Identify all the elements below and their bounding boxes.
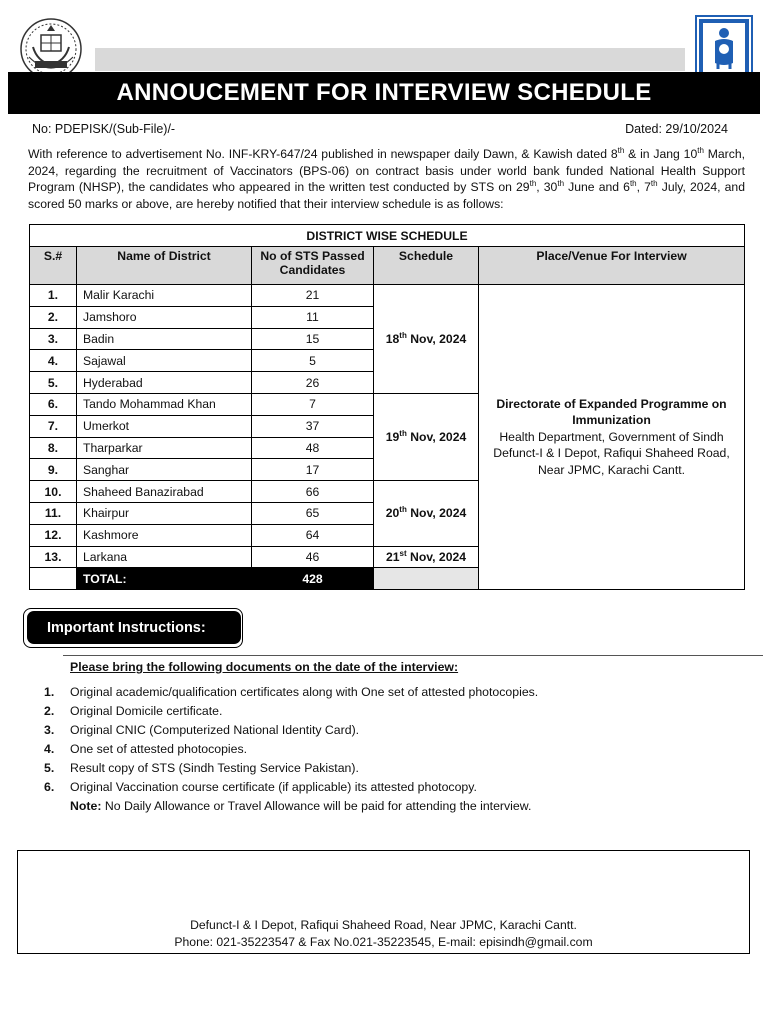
- note: Note: No Daily Allowance or Travel Allowance will be paid for attending the interview.: [70, 799, 532, 813]
- header-sn: S.#: [30, 247, 77, 285]
- list-item: 3. Original CNIC (Computerized National Identity Card).: [44, 723, 360, 737]
- epi-logo-icon: [695, 15, 753, 80]
- table-title: DISTRICT WISE SCHEDULE: [30, 225, 745, 247]
- table-row: 5. Hyderabad 26: [30, 372, 745, 394]
- header-venue: Place/Venue For Interview: [479, 247, 745, 285]
- table-row: 13. Larkana 46 21st Nov, 2024: [30, 546, 745, 568]
- table-row: 3. Badin 15: [30, 328, 745, 350]
- list-item: 1. Original academic/qualification certificates along with One set of attested photocopies.: [44, 685, 539, 699]
- district-schedule-table: [29, 224, 745, 590]
- header-district: Name of District: [77, 247, 252, 285]
- header-grey-band: [95, 48, 685, 71]
- list-item: 6. Original Vaccination course certificate (if applicable) its attested photocopy.: [44, 780, 477, 794]
- header-schedule: Schedule: [374, 247, 479, 285]
- footer-contact: Phone: 021-35223547 & Fax No.021-35223545, E-mail: episindh@gmail.com: [174, 935, 593, 949]
- list-item: 2. Original Domicile certificate.: [44, 704, 223, 718]
- table-row: 11. Khairpur 65: [30, 502, 745, 524]
- table-row: 12. Kashmore 64: [30, 524, 745, 546]
- footer-address: Defunct-I & I Depot, Rafiqui Shaheed Road, Near JPMC, Karachi Cantt.: [190, 918, 577, 932]
- list-item: 5. Result copy of STS (Sindh Testing Service Pakistan).: [44, 761, 359, 775]
- total-label: TOTAL:: [77, 568, 252, 590]
- divider: [63, 655, 763, 656]
- schedule-cell: 21st Nov, 2024: [374, 546, 479, 568]
- venue-title: Directorate of Expanded Programme on Immunization: [496, 396, 727, 428]
- footer-box: [17, 850, 750, 954]
- total-value: 428: [252, 568, 374, 590]
- list-item: 4. One set of attested photocopies.: [44, 742, 248, 756]
- table-row: 4. Sajawal 5: [30, 350, 745, 372]
- venue-cell: Directorate of Expanded Programme on Immunization Health Department, Government of Sindh Defunct-I & I Depot, Rafiqui Shaheed Road, Near JPMC, Karachi Cantt.: [479, 285, 745, 590]
- schedule-cell: 18th Nov, 2024: [374, 285, 479, 394]
- date-label: Dated: 29/10/2024: [625, 122, 728, 136]
- table-row: 8. Tharparkar 48: [30, 437, 745, 459]
- table-row: 9. Sanghar 17: [30, 459, 745, 481]
- instructions-badge: Important Instructions:: [27, 611, 241, 644]
- schedule-cell: 20th Nov, 2024: [374, 481, 479, 546]
- intro-paragraph: With reference to advertisement No. INF-KRY-647/24 published in newspaper daily Dawn, & Kawish dated 8th & in Jang 10th March, 2024, regarding the recruitment of Vaccinators (BPS-06) on contract basis under world bank funded National Health Support Program (NHSP), the candidates who appeared in the written test conducted by STS on 29th, 30th June and 6th, 7th July, 2024, and scored 50 marks or above, are hereby notified that their interview schedule is as follows:: [28, 145, 745, 212]
- page-title: ANNOUCEMENT FOR INTERVIEW SCHEDULE: [8, 72, 760, 114]
- schedule-cell: 19th Nov, 2024: [374, 393, 479, 480]
- header-passed: No of STS Passed Candidates: [252, 247, 374, 285]
- reference-number: No: PDEPISK/(Sub-File)/-: [32, 122, 176, 136]
- documents-list: [44, 685, 744, 818]
- table-row: 10. Shaheed Banazirabad 66 20th Nov, 2024: [30, 481, 745, 503]
- table-row: 1. Malir Karachi 21 18th Nov, 2024 Directorate of Expanded Programme on Immunization Health Department, Government of Sindh Defunct-I & I Depot, Rafiqui Shaheed Road, Near JPMC, Karachi Cantt.: [30, 285, 745, 307]
- table-row: 6. Tando Mohammad Khan 7 19th Nov, 2024: [30, 393, 745, 415]
- table-row: 7. Umerkot 37: [30, 415, 745, 437]
- documents-heading: Please bring the following documents on the date of the interview:: [70, 660, 459, 674]
- table-row: 2. Jamshoro 11: [30, 306, 745, 328]
